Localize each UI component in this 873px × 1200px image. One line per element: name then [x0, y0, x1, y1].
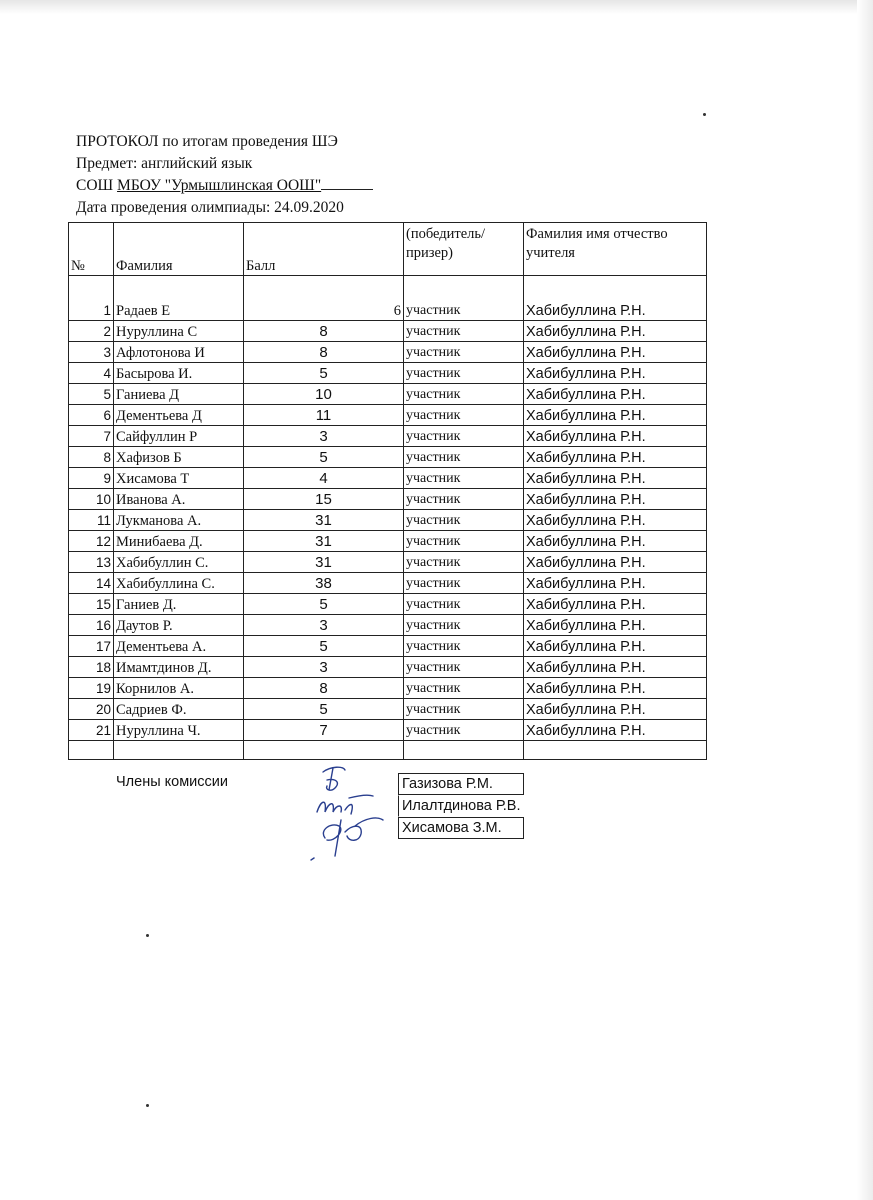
empty-cell	[524, 741, 707, 760]
row-number: 6	[69, 405, 114, 426]
student-name: Афлотонова И	[114, 342, 244, 363]
subject-line: Предмет: английский язык	[76, 155, 253, 172]
table-row	[69, 321, 707, 342]
student-status: участник	[404, 384, 524, 405]
teacher-name: Хабибуллина Р.Н.	[524, 510, 707, 531]
student-status: участник	[404, 447, 524, 468]
student-score: 31	[244, 531, 404, 552]
student-name: Хабибуллина С.	[114, 573, 244, 594]
row-number: 15	[69, 594, 114, 615]
student-status: участник	[404, 573, 524, 594]
row-number: 16	[69, 615, 114, 636]
scan-edge-right	[857, 0, 873, 1200]
student-name: Сайфуллин Р	[114, 426, 244, 447]
student-name: Иванова А.	[114, 489, 244, 510]
student-name: Садриев Ф.	[114, 699, 244, 720]
table-row	[69, 699, 707, 720]
student-name: Ганиева Д	[114, 384, 244, 405]
table-row	[69, 426, 707, 447]
teacher-name: Хабибуллина Р.Н.	[524, 657, 707, 678]
empty-cell	[244, 741, 404, 760]
teacher-name: Хабибуллина Р.Н.	[524, 363, 707, 384]
table-row	[69, 405, 707, 426]
teacher-name: Хабибуллина Р.Н.	[524, 342, 707, 363]
table-row	[69, 720, 707, 741]
row-number: 18	[69, 657, 114, 678]
olympiad-date: Дата проведения олимпиады: 24.09.2020	[76, 199, 344, 216]
student-status: участник	[404, 594, 524, 615]
student-score: 15	[244, 489, 404, 510]
table-row	[69, 531, 707, 552]
student-name: Даутов Р.	[114, 615, 244, 636]
student-name: Басырова И.	[114, 363, 244, 384]
teacher-name: Хабибуллина Р.Н.	[524, 489, 707, 510]
row-number: 14	[69, 573, 114, 594]
row-number: 10	[69, 489, 114, 510]
protocol-header	[76, 131, 373, 219]
table-row	[69, 384, 707, 405]
teacher-name: Хабибуллина Р.Н.	[524, 636, 707, 657]
student-score: 31	[244, 552, 404, 573]
row-number: 4	[69, 363, 114, 384]
student-score: 5	[244, 636, 404, 657]
row-number: 12	[69, 531, 114, 552]
student-status: участник	[404, 468, 524, 489]
row-number: 17	[69, 636, 114, 657]
commission-member: Газизова Р.М.	[398, 773, 524, 795]
student-name: Нуруллина С	[114, 321, 244, 342]
student-score: 5	[244, 594, 404, 615]
row-number: 3	[69, 342, 114, 363]
student-status: участник	[404, 363, 524, 384]
table-row	[69, 636, 707, 657]
row-number: 2	[69, 321, 114, 342]
commission-member: Хисамова З.М.	[398, 817, 524, 839]
student-name: Хисамова Т	[114, 468, 244, 489]
empty-cell	[69, 741, 114, 760]
student-status: участник	[404, 699, 524, 720]
student-status: участник	[404, 615, 524, 636]
row-number: 21	[69, 720, 114, 741]
school-line	[76, 175, 373, 197]
row-number: 5	[69, 384, 114, 405]
column-header-score: Балл	[244, 223, 404, 276]
commission-members	[398, 773, 532, 839]
student-status: участник	[404, 342, 524, 363]
teacher-name: Хабибуллина Р.Н.	[524, 594, 707, 615]
student-score: 8	[244, 342, 404, 363]
student-score: 11	[244, 405, 404, 426]
scan-speck	[146, 1104, 149, 1107]
student-status: участник	[404, 321, 524, 342]
teacher-name: Хабибуллина Р.Н.	[524, 426, 707, 447]
teacher-name: Хабибуллина Р.Н.	[524, 384, 707, 405]
teacher-name: Хабибуллина Р.Н.	[524, 468, 707, 489]
student-status: участник	[404, 489, 524, 510]
table-row	[69, 594, 707, 615]
table-row	[69, 447, 707, 468]
empty-cell	[114, 741, 244, 760]
student-score: 3	[244, 426, 404, 447]
student-name: Хабибуллин С.	[114, 552, 244, 573]
student-score: 5	[244, 447, 404, 468]
commission-label: Члены комиссии	[116, 774, 228, 790]
student-score: 8	[244, 678, 404, 699]
student-name: Дементьева Д	[114, 405, 244, 426]
student-score: 4	[244, 468, 404, 489]
student-name: Ганиев Д.	[114, 594, 244, 615]
teacher-name: Хабибуллина Р.Н.	[524, 699, 707, 720]
commission-member: Илалтдинова Р.В.	[398, 795, 532, 817]
table-row	[69, 657, 707, 678]
signature-image	[305, 760, 395, 865]
school-underline	[321, 175, 373, 190]
row-number: 1	[69, 276, 114, 321]
protocol-title: ПРОТОКОЛ по итогам проведения ШЭ	[76, 133, 338, 150]
student-score: 5	[244, 699, 404, 720]
table-row	[69, 510, 707, 531]
student-status: участник	[404, 405, 524, 426]
teacher-name: Хабибуллина Р.Н.	[524, 276, 707, 321]
student-status: участник	[404, 678, 524, 699]
student-status: участник	[404, 720, 524, 741]
teacher-name: Хабибуллина Р.Н.	[524, 321, 707, 342]
student-score: 6	[244, 276, 404, 321]
teacher-name: Хабибуллина Р.Н.	[524, 573, 707, 594]
student-score: 8	[244, 321, 404, 342]
student-status: участник	[404, 426, 524, 447]
student-name: Хафизов Б	[114, 447, 244, 468]
table-row	[69, 573, 707, 594]
scan-edge-top	[0, 0, 873, 14]
column-header-surname: Фамилия	[114, 223, 244, 276]
table-row	[69, 489, 707, 510]
column-header-num: №	[69, 223, 114, 276]
column-header-teacher: Фамилия имя отчество учителя	[524, 223, 707, 276]
table-row	[69, 363, 707, 384]
student-name: Лукманова А.	[114, 510, 244, 531]
teacher-name: Хабибуллина Р.Н.	[524, 405, 707, 426]
teacher-name: Хабибуллина Р.Н.	[524, 678, 707, 699]
table-header-row	[69, 223, 707, 276]
table-row	[69, 552, 707, 573]
student-score: 7	[244, 720, 404, 741]
student-name: Радаев Е	[114, 276, 244, 321]
teacher-name: Хабибуллина Р.Н.	[524, 615, 707, 636]
row-number: 11	[69, 510, 114, 531]
empty-cell	[404, 741, 524, 760]
row-number: 19	[69, 678, 114, 699]
table-row	[69, 342, 707, 363]
table-empty-row	[69, 741, 707, 760]
student-name: Корнилов А.	[114, 678, 244, 699]
student-name: Минибаева Д.	[114, 531, 244, 552]
student-score: 3	[244, 657, 404, 678]
row-number: 7	[69, 426, 114, 447]
student-status: участник	[404, 531, 524, 552]
student-status: участник	[404, 636, 524, 657]
table-row	[69, 468, 707, 489]
student-name: Дементьева А.	[114, 636, 244, 657]
student-score: 5	[244, 363, 404, 384]
student-score: 31	[244, 510, 404, 531]
row-number: 20	[69, 699, 114, 720]
row-number: 13	[69, 552, 114, 573]
student-score: 10	[244, 384, 404, 405]
student-score: 3	[244, 615, 404, 636]
school-name: МБОУ "Урмышлинская ООШ"	[117, 177, 322, 194]
table-row	[69, 276, 707, 321]
student-status: участник	[404, 657, 524, 678]
scan-speck	[146, 934, 149, 937]
student-name: Нуруллина Ч.	[114, 720, 244, 741]
student-name: Имамтдинов Д.	[114, 657, 244, 678]
scan-speck	[703, 113, 706, 116]
teacher-name: Хабибуллина Р.Н.	[524, 531, 707, 552]
student-score: 38	[244, 573, 404, 594]
teacher-name: Хабибуллина Р.Н.	[524, 720, 707, 741]
teacher-name: Хабибуллина Р.Н.	[524, 552, 707, 573]
teacher-name: Хабибуллина Р.Н.	[524, 447, 707, 468]
column-header-status: (победитель/призер)	[404, 223, 524, 276]
student-status: участник	[404, 276, 524, 321]
student-status: участник	[404, 552, 524, 573]
table-row	[69, 678, 707, 699]
row-number: 8	[69, 447, 114, 468]
table-row	[69, 615, 707, 636]
school-prefix: СОШ	[76, 177, 114, 194]
student-status: участник	[404, 510, 524, 531]
row-number: 9	[69, 468, 114, 489]
results-table	[68, 222, 707, 760]
